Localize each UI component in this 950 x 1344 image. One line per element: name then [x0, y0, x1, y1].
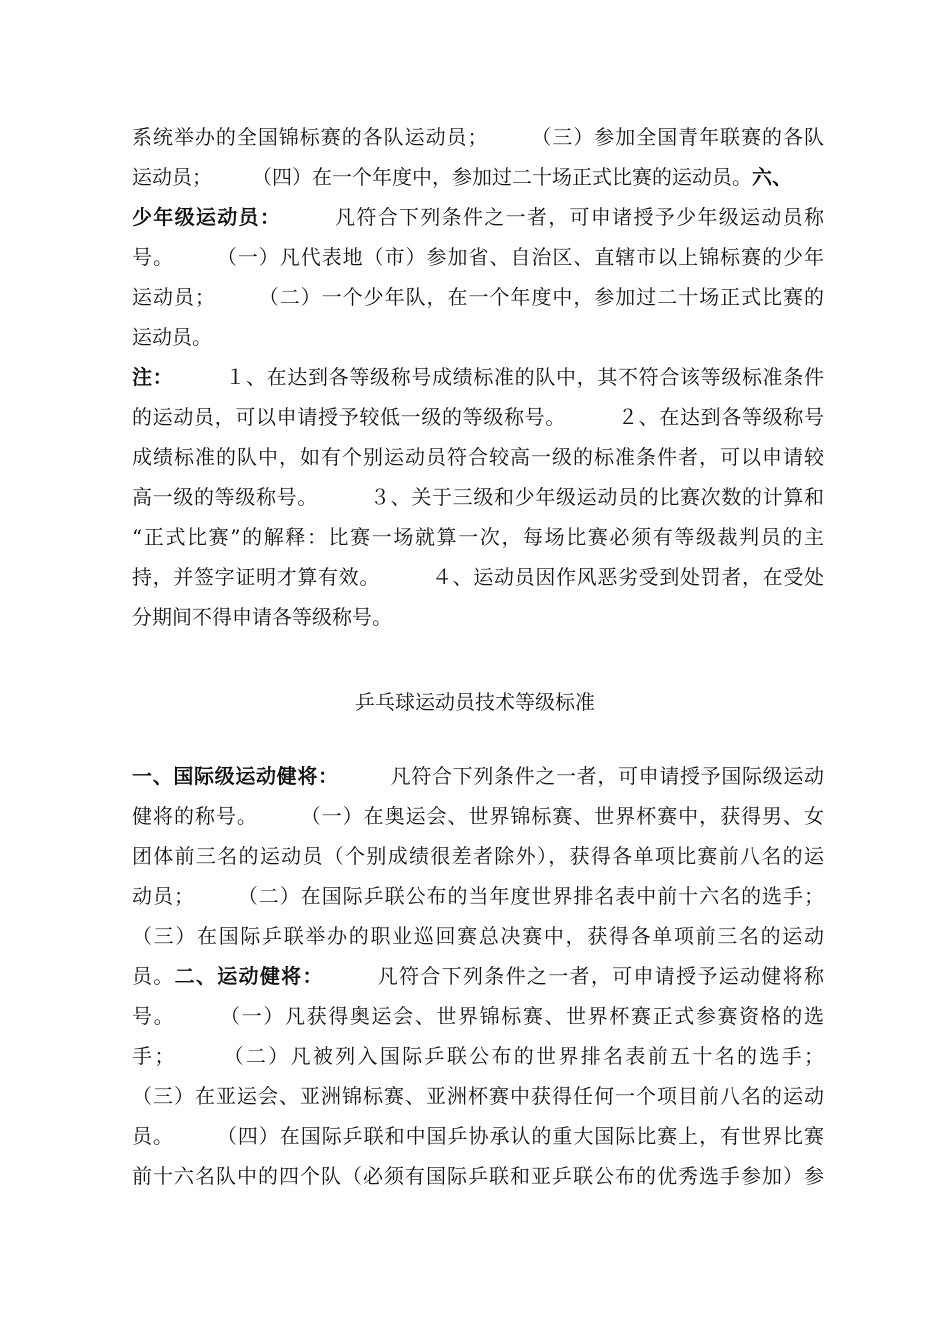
- notes-label: 注：: [132, 365, 164, 389]
- text-line: 前十六名队中的四个队（必须有国际乒联和亚乒联公布的优秀选手参加）参: [132, 1164, 824, 1188]
- paragraph-athlete-levels: [132, 117, 824, 357]
- text-line: 团体前三名的运动员（个别成绩很差者除外），获得各单项比赛前八名的运: [132, 844, 824, 868]
- text-line: （三）在国际乒联举办的职业巡回赛总决赛中，获得各单项前三名的运动: [132, 924, 824, 948]
- text-line: 一、国际级运动健将： 凡符合下列条件之一者，可申请授予国际级运动: [132, 764, 825, 788]
- text-line: 持，并签字证明才算有效。 ４、运动员因作风恶劣受到处罚者，在受处: [132, 565, 824, 589]
- text-line: 员。二、运动健将： 凡符合下列条件之一者，可申请授予运动健将称: [132, 964, 824, 988]
- text-line: 动员； （二）在国际乒联公布的当年度世界排名表中前十六名的选手；: [132, 884, 824, 908]
- paragraph-table-tennis-standards: [132, 756, 824, 1196]
- text-line: 运动员； （二）一个少年队，在一个年度中，参加过二十场正式比赛的: [132, 285, 825, 309]
- text-line: 号。 （一）凡获得奥运会、世界锦标赛、世界杯赛正式参赛资格的选: [132, 1004, 824, 1028]
- text-line: 手； （二）凡被列入国际乒联公布的世界排名表前五十名的选手；: [132, 1044, 824, 1068]
- text-line: 员。 （四）在国际乒联和中国乒协承认的重大国际比赛上，有世界比赛: [132, 1124, 824, 1148]
- heading-junior-athlete: 少年级运动员：: [132, 205, 272, 229]
- heading-master: 二、运动健将：: [174, 964, 314, 988]
- text-line: 成绩标准的队中，如有个别运动员符合较高一级的标准条件者，可以申请较: [132, 445, 824, 469]
- text-line: 运动员； （四）在一个年度中，参加过二十场正式比赛的运动员。六、: [132, 165, 792, 189]
- text-line: 高一级的等级称号。 ３、关于三级和少年级运动员的比赛次数的计算和: [132, 485, 824, 509]
- section-title: 乒乓球运动员技术等级标准: [355, 690, 595, 714]
- text-line: “正式比赛”的解释：比赛一场就算一次，每场比赛必须有等级裁判员的主: [132, 525, 824, 549]
- text-line: 号。 （一）凡代表地（市）参加省、自治区、直辖市以上锦标赛的少年: [132, 245, 825, 269]
- heading-international-master: 一、国际级运动健将：: [132, 764, 329, 788]
- text-line: 的运动员，可以申请授予较低一级的等级称号。 ２、在达到各等级称号: [132, 405, 824, 429]
- text-line: 运动员。: [132, 325, 212, 349]
- text-line: 系统举办的全国锦标赛的各队运动员； （三）参加全国青年联赛的各队: [132, 125, 825, 149]
- text-line: 分期间不得申请各等级称号。: [132, 605, 392, 629]
- text-line: 少年级运动员： 凡符合下列条件之一者，可申诸授予少年级运动员称: [132, 205, 824, 229]
- heading-six: 六、: [752, 165, 792, 189]
- text-line: （三）在亚运会、亚洲锦标赛、亚洲杯赛中获得任何一个项目前八名的运动: [132, 1084, 824, 1108]
- text-line: 健将的称号。 （一）在奥运会、世界锦标赛、世界杯赛中，获得男、女: [132, 804, 824, 828]
- text-line: 注： １、在达到各等级称号成绩标准的队中，其不符合该等级标准条件: [132, 365, 825, 389]
- notes-paragraph: [132, 357, 824, 637]
